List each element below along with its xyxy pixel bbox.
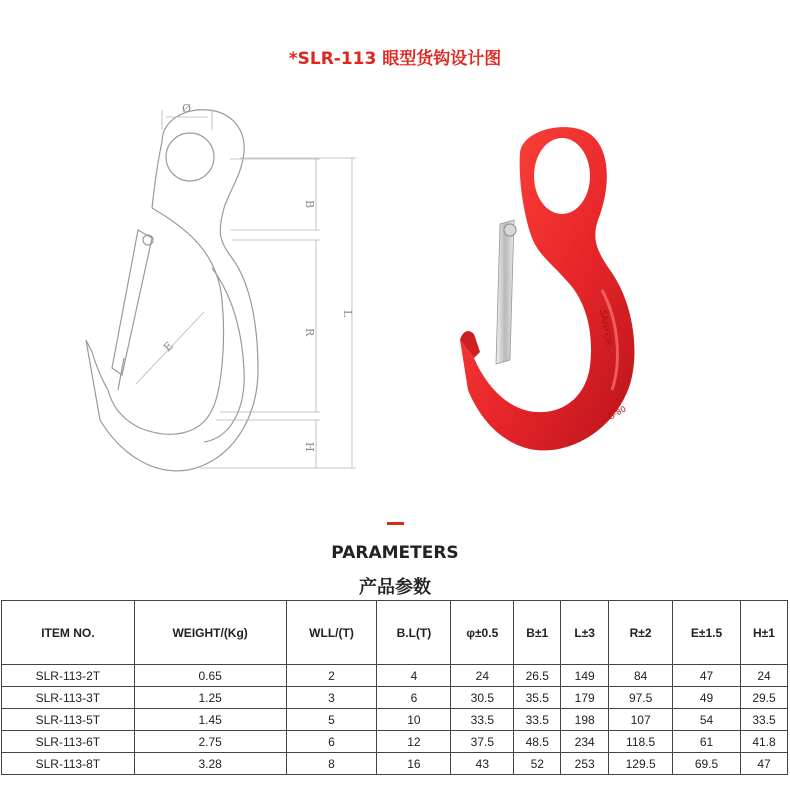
cell-bl: 4 <box>377 665 451 687</box>
page-title: *SLR-113 眼型货钩设计图 <box>288 49 502 69</box>
cell-h: 24 <box>740 665 787 687</box>
cell-l: 253 <box>561 753 609 775</box>
header-item-no: ITEM NO. <box>2 601 135 665</box>
cell-weight: 1.25 <box>134 687 286 709</box>
cell-weight: 1.45 <box>134 709 286 731</box>
hook-dimension-drawing <box>0 90 380 490</box>
cell-weight: 0.65 <box>134 665 286 687</box>
cell-weight: 2.75 <box>134 731 286 753</box>
cell-e: 49 <box>673 687 741 709</box>
cell-e: 54 <box>673 709 741 731</box>
cell-phi: 24 <box>451 665 514 687</box>
cell-wll: 8 <box>286 753 377 775</box>
dim-label-e: E <box>160 339 176 355</box>
parameters-heading: PARAMETERS <box>331 543 459 563</box>
cell-b: 26.5 <box>514 665 561 687</box>
cell-phi: 37.5 <box>451 731 514 753</box>
hook-stamp-brand: SANFOR <box>597 308 614 348</box>
cell-bl: 12 <box>377 731 451 753</box>
header-bl: B.L(T) <box>377 601 451 665</box>
cell-phi: 43 <box>451 753 514 775</box>
header-b: B±1 <box>514 601 561 665</box>
cell-r: 97.5 <box>609 687 673 709</box>
dim-label-diameter: Ø <box>182 102 192 115</box>
header-r: R±2 <box>609 601 673 665</box>
hook-stamp-grade: G-80 <box>606 404 628 422</box>
cell-e: 61 <box>673 731 741 753</box>
cell-r: 107 <box>609 709 673 731</box>
cell-b: 48.5 <box>514 731 561 753</box>
header-e: E±1.5 <box>673 601 741 665</box>
cell-e: 47 <box>673 665 741 687</box>
cell-item-no: SLR-113-2T <box>2 665 135 687</box>
table-row <box>2 753 788 775</box>
section-divider <box>387 522 404 525</box>
dim-label-r: R <box>303 328 316 337</box>
cell-wll: 6 <box>286 731 377 753</box>
cell-b: 35.5 <box>514 687 561 709</box>
cell-item-no: SLR-113-3T <box>2 687 135 709</box>
cell-bl: 16 <box>377 753 451 775</box>
header-weight: WEIGHT/(Kg) <box>134 601 286 665</box>
cell-h: 29.5 <box>740 687 787 709</box>
header-l: L±3 <box>561 601 609 665</box>
parameters-heading-cn: 产品参数 <box>359 577 431 598</box>
cell-item-no: SLR-113-6T <box>2 731 135 753</box>
table-row <box>2 665 788 687</box>
cell-h: 41.8 <box>740 731 787 753</box>
cell-h: 47 <box>740 753 787 775</box>
dim-label-l: L <box>341 310 354 318</box>
cell-l: 179 <box>561 687 609 709</box>
cell-bl: 6 <box>377 687 451 709</box>
cell-phi: 33.5 <box>451 709 514 731</box>
cell-e: 69.5 <box>673 753 741 775</box>
red-eye-hook-image <box>440 120 690 480</box>
cell-item-no: SLR-113-8T <box>2 753 135 775</box>
cell-l: 149 <box>561 665 609 687</box>
cell-b: 33.5 <box>514 709 561 731</box>
cell-r: 129.5 <box>609 753 673 775</box>
header-wll: WLL/(T) <box>286 601 377 665</box>
cell-h: 33.5 <box>740 709 787 731</box>
cell-item-no: SLR-113-5T <box>2 709 135 731</box>
cell-b: 52 <box>514 753 561 775</box>
table-row <box>2 687 788 709</box>
cell-wll: 2 <box>286 665 377 687</box>
table-header-row <box>2 601 788 665</box>
cell-r: 84 <box>609 665 673 687</box>
cell-weight: 3.28 <box>134 753 286 775</box>
cell-l: 234 <box>561 731 609 753</box>
header-h: H±1 <box>740 601 787 665</box>
cell-wll: 3 <box>286 687 377 709</box>
cell-phi: 30.5 <box>451 687 514 709</box>
table-row <box>2 731 788 753</box>
table-row <box>2 709 788 731</box>
cell-r: 118.5 <box>609 731 673 753</box>
cell-l: 198 <box>561 709 609 731</box>
cell-bl: 10 <box>377 709 451 731</box>
parameters-table <box>1 600 788 775</box>
header-phi: φ±0.5 <box>451 601 514 665</box>
dim-label-b: B <box>303 200 316 209</box>
cell-wll: 5 <box>286 709 377 731</box>
dim-label-h: H <box>303 442 316 452</box>
